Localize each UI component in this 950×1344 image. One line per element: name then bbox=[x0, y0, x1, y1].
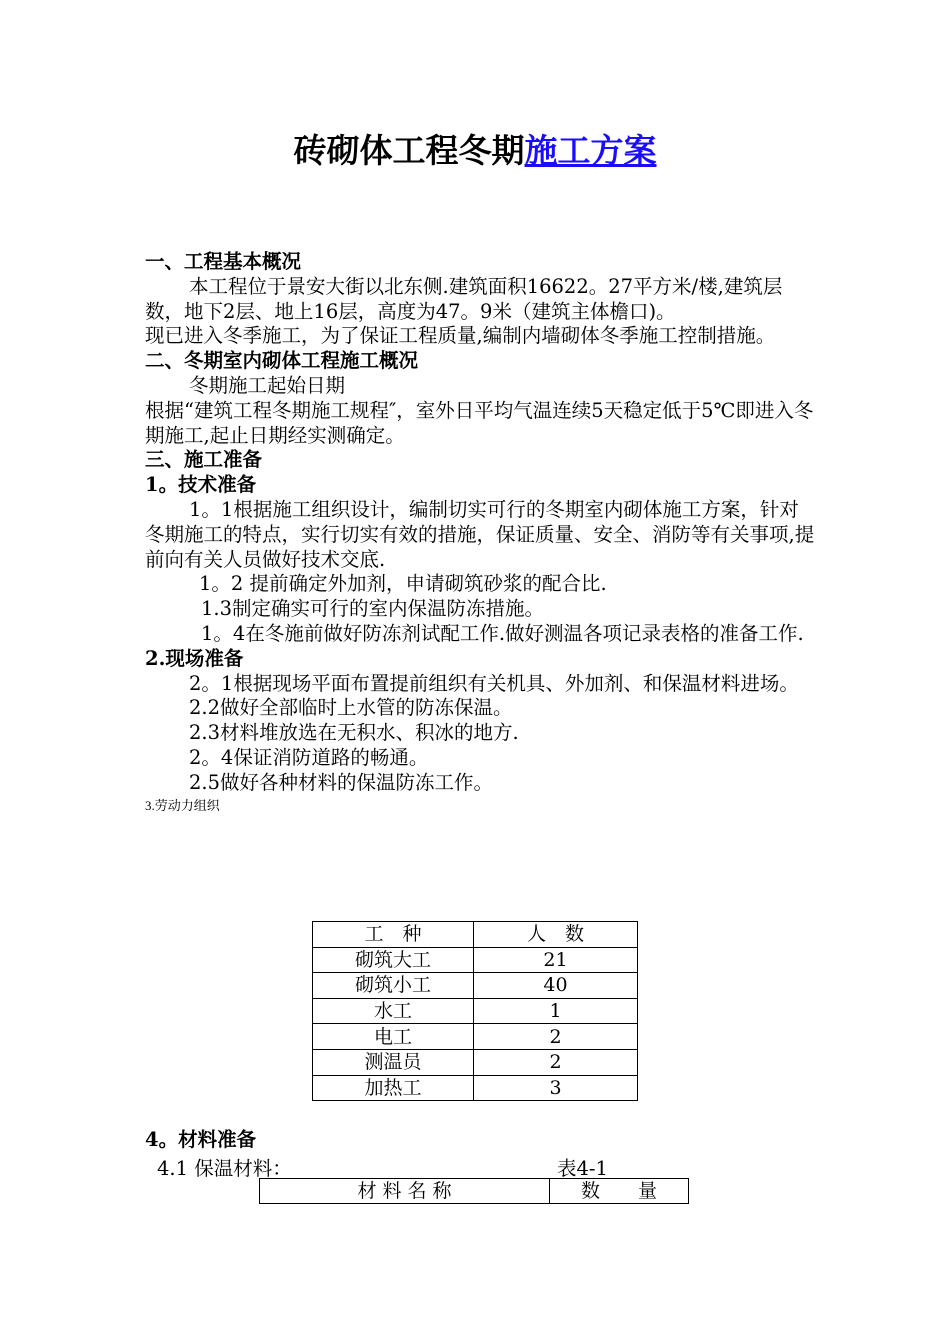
subsection-heading: 2.现场准备 bbox=[145, 646, 244, 670]
table-cell: 40 bbox=[474, 973, 638, 999]
table-cell: 1 bbox=[474, 998, 638, 1024]
paragraph: 1。4在冬施前做好防冻剂试配工作.做好测温各项记录表格的准备工作. bbox=[201, 621, 804, 645]
table-row bbox=[313, 1024, 638, 1050]
table-cell: 加热工 bbox=[313, 1075, 474, 1101]
paragraph: 1.3制定确实可行的室内保温防冻措施。 bbox=[201, 597, 545, 621]
table-header-cell: 数 量 bbox=[550, 1179, 689, 1204]
section-heading: 二、冬期室内砌体工程施工概况 bbox=[145, 349, 419, 373]
paragraph: 2。1根据现场平面布置提前组织有关机具、外加剂、和保温材料进场。 bbox=[189, 671, 799, 695]
table-cell: 2 bbox=[474, 1049, 638, 1075]
labor-heading: 3.劳动力组织 bbox=[145, 797, 220, 813]
table-row bbox=[313, 998, 638, 1024]
paragraph: 冬期施工起始日期 bbox=[189, 373, 346, 397]
table-header-row bbox=[260, 1179, 689, 1204]
paragraph: 2。4保证消防道路的畅通。 bbox=[189, 745, 429, 769]
paragraph: 根据“建筑工程冬期施工规程″，室外日平均气温连续5天稳定低于5℃即进入冬期施工,起止日期经实测确定。 bbox=[145, 398, 814, 447]
paragraph: 1。2 提前确定外加剂，申请砌筑砂浆的配合比. bbox=[199, 572, 607, 596]
materials-section bbox=[145, 1127, 815, 1152]
table-cell: 水工 bbox=[313, 998, 474, 1024]
paragraph: 1。1根据施工组织设计，编制切实可行的冬期室内砌体施工方案，针对冬期施工的特点，实行切实有效的措施，保证质量、安全、消防等有关事项,提前向有关人员做好技术交底. bbox=[145, 497, 815, 571]
table-header-cell: 工 种 bbox=[313, 922, 474, 948]
paragraph: 2.5做好各种材料的保温防冻工作。 bbox=[189, 770, 494, 794]
table-reference: 表4-1 bbox=[557, 1157, 608, 1180]
table-row bbox=[313, 1049, 638, 1075]
table-cell: 砌筑大工 bbox=[313, 947, 474, 973]
paragraph: 现已进入冬季施工，为了保证工程质量,编制内墙砌体冬季施工控制措施。 bbox=[145, 324, 776, 348]
table-header-cell: 人 数 bbox=[474, 922, 638, 948]
table-row bbox=[313, 973, 638, 999]
table-cell: 3 bbox=[474, 1075, 638, 1101]
table-cell: 砌筑小工 bbox=[313, 973, 474, 999]
table-cell: 21 bbox=[474, 947, 638, 973]
subsection-heading: 1。技术准备 bbox=[145, 473, 257, 497]
paragraph: 2.2做好全部临时上水管的防冻保温。 bbox=[189, 696, 513, 720]
page-title bbox=[0, 128, 950, 174]
labor-table bbox=[312, 921, 638, 1101]
document-body bbox=[145, 250, 815, 816]
subsection-heading: 4。材料准备 bbox=[145, 1128, 257, 1151]
section-heading: 一、工程基本概况 bbox=[145, 250, 302, 273]
table-cell: 2 bbox=[474, 1024, 638, 1050]
materials-table bbox=[259, 1178, 689, 1204]
table-cell: 测温员 bbox=[313, 1049, 474, 1075]
table-row bbox=[313, 1075, 638, 1101]
table-cell: 电工 bbox=[313, 1024, 474, 1050]
materials-line: 4.1 保温材料： bbox=[157, 1157, 292, 1180]
paragraph: 2.3材料堆放选在无积水、积冰的地方. bbox=[189, 721, 519, 745]
title-link[interactable]: 施工方案 bbox=[524, 131, 657, 170]
title-text: 砖砌体工程冬期 bbox=[293, 131, 525, 170]
table-header-row bbox=[313, 922, 638, 948]
table-row bbox=[313, 947, 638, 973]
table-header-cell: 材 料 名 称 bbox=[260, 1179, 550, 1204]
section-heading: 三、施工准备 bbox=[145, 448, 263, 472]
paragraph: 本工程位于景安大街以北东侧.建筑面积16622。27平方米/楼,建筑层数，地下2层、地上16层，高度为47。9米（建筑主体檐口)。 bbox=[145, 274, 783, 323]
